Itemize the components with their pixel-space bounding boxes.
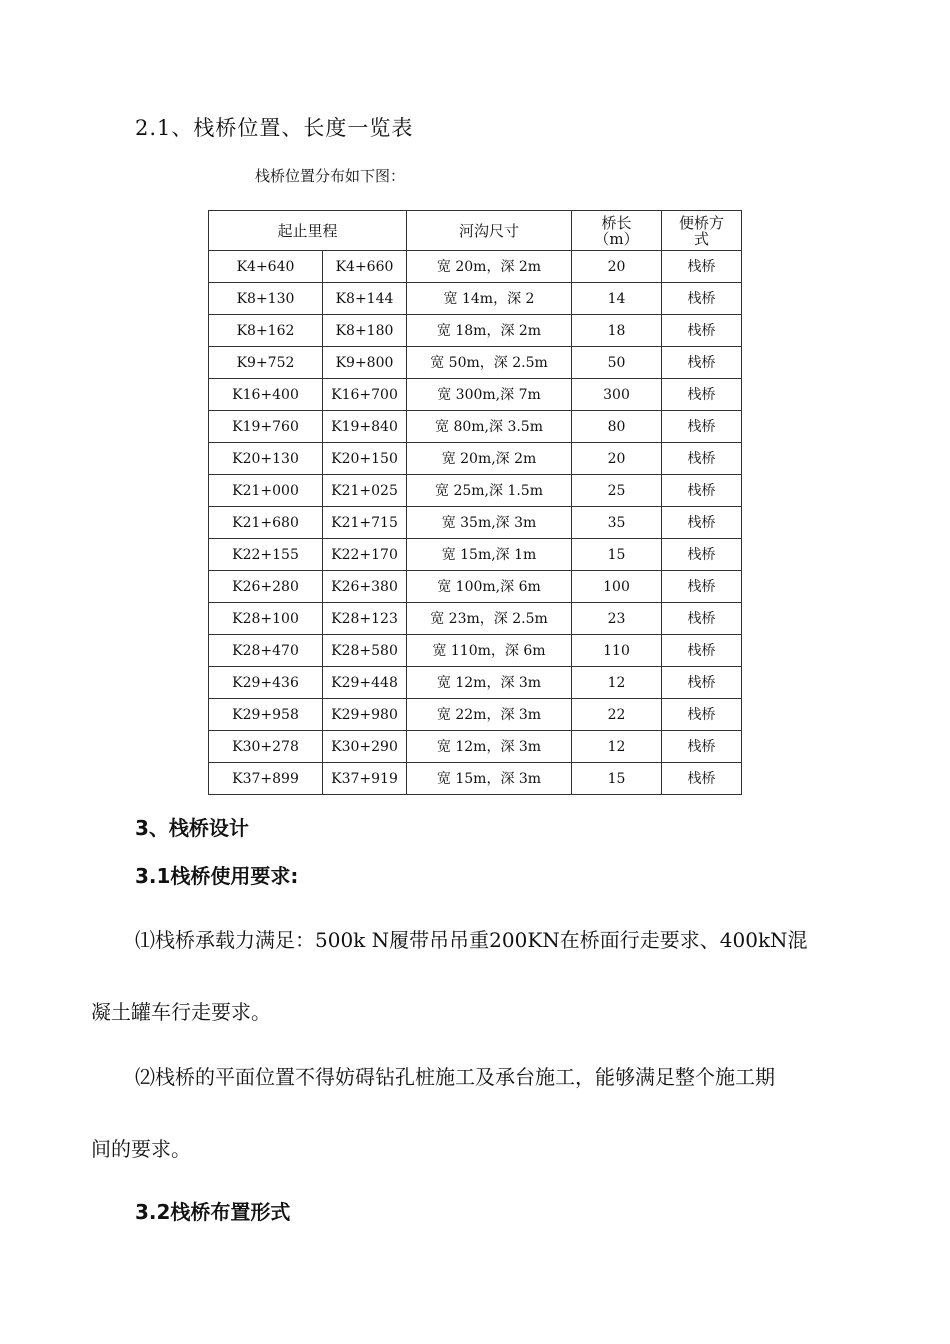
cell-end-mileage: K21+715 [323,507,407,539]
cell-bridge-length: 14 [572,283,662,315]
cell-bridge-type: 栈桥 [662,347,742,379]
cell-start-mileage: K4+640 [209,251,323,283]
cell-start-mileage: K16+400 [209,379,323,411]
header-bridge-length-line2: （m） [594,229,639,248]
cell-gully-size: 宽 20m,深 2m [407,443,572,475]
section32-title: 3.2栈桥布置形式 [135,1200,291,1224]
cell-end-mileage: K8+180 [323,315,407,347]
cell-end-mileage: K4+660 [323,251,407,283]
cell-end-mileage: K8+144 [323,283,407,315]
cell-bridge-type: 栈桥 [662,507,742,539]
cell-gully-size: 宽 12m，深 3m [407,667,572,699]
cell-bridge-type: 栈桥 [662,539,742,571]
cell-end-mileage: K21+025 [323,475,407,507]
cell-bridge-type: 栈桥 [662,379,742,411]
requirement-1-line1: ⑴栈桥承载力满足：500k N履带吊吊重200KN在桥面行走要求、400kN混 [135,928,808,952]
cell-bridge-length: 50 [572,347,662,379]
cell-bridge-length: 25 [572,475,662,507]
cell-start-mileage: K21+680 [209,507,323,539]
table-row [209,603,742,635]
cell-gully-size: 宽 110m，深 6m [407,635,572,667]
cell-end-mileage: K22+170 [323,539,407,571]
cell-gully-size: 宽 18m，深 2m [407,315,572,347]
table-row [209,507,742,539]
section-title: 2.1、栈桥位置、长度一览表 [135,116,414,140]
table-row [209,251,742,283]
cell-end-mileage: K28+580 [323,635,407,667]
cell-start-mileage: K26+280 [209,571,323,603]
cell-end-mileage: K37+919 [323,763,407,795]
cell-bridge-type: 栈桥 [662,635,742,667]
cell-bridge-type: 栈桥 [662,251,742,283]
cell-bridge-length: 80 [572,411,662,443]
cell-gully-size: 宽 50m，深 2.5m [407,347,572,379]
cell-end-mileage: K28+123 [323,603,407,635]
section31-title: 3.1栈桥使用要求: [135,864,299,888]
table-caption: 栈桥位置分布如下图： [255,167,406,185]
cell-bridge-length: 22 [572,699,662,731]
header-bridge-type-line2: 式 [693,229,709,248]
cell-bridge-type: 栈桥 [662,763,742,795]
table-row [209,635,742,667]
cell-bridge-type: 栈桥 [662,315,742,347]
cell-bridge-type: 栈桥 [662,731,742,763]
cell-end-mileage: K29+448 [323,667,407,699]
cell-bridge-length: 23 [572,603,662,635]
cell-bridge-type: 栈桥 [662,571,742,603]
requirement-2-line1: ⑵栈桥的平面位置不得妨碍钻孔桩施工及承台施工，能够满足整个施工期 [135,1065,775,1089]
cell-bridge-length: 12 [572,667,662,699]
cell-start-mileage: K20+130 [209,443,323,475]
table-row [209,763,742,795]
cell-end-mileage: K30+290 [323,731,407,763]
cell-bridge-type: 栈桥 [662,667,742,699]
table-row [209,379,742,411]
table-row [209,443,742,475]
cell-end-mileage: K20+150 [323,443,407,475]
cell-bridge-length: 300 [572,379,662,411]
header-mileage: 起止里程 [209,211,407,251]
cell-start-mileage: K8+130 [209,283,323,315]
cell-bridge-type: 栈桥 [662,603,742,635]
cell-bridge-length: 15 [572,763,662,795]
cell-gully-size: 宽 15m，深 3m [407,763,572,795]
cell-gully-size: 宽 25m,深 1.5m [407,475,572,507]
table-row [209,699,742,731]
cell-bridge-length: 20 [572,251,662,283]
header-gully-size: 河沟尺寸 [407,211,572,251]
cell-end-mileage: K16+700 [323,379,407,411]
cell-bridge-type: 栈桥 [662,699,742,731]
cell-bridge-length: 35 [572,507,662,539]
cell-gully-size: 宽 300m,深 7m [407,379,572,411]
cell-start-mileage: K8+162 [209,315,323,347]
cell-gully-size: 宽 35m,深 3m [407,507,572,539]
table-row [209,667,742,699]
table-row [209,347,742,379]
cell-start-mileage: K28+470 [209,635,323,667]
cell-end-mileage: K9+800 [323,347,407,379]
header-bridge-type-line1: 便桥方 [678,213,724,232]
cell-start-mileage: K22+155 [209,539,323,571]
cell-bridge-type: 栈桥 [662,283,742,315]
header-bridge-length-line1: 桥长 [601,213,632,232]
cell-start-mileage: K37+899 [209,763,323,795]
cell-bridge-length: 12 [572,731,662,763]
requirement-2-line2: 间的要求。 [91,1137,191,1161]
table-row [209,539,742,571]
cell-start-mileage: K29+958 [209,699,323,731]
bridge-table [208,210,742,795]
cell-bridge-length: 15 [572,539,662,571]
header-bridge-type [662,211,742,251]
cell-start-mileage: K28+100 [209,603,323,635]
table-row [209,315,742,347]
cell-gully-size: 宽 80m,深 3.5m [407,411,572,443]
header-bridge-length [572,211,662,251]
cell-gully-size: 宽 15m,深 1m [407,539,572,571]
cell-gully-size: 宽 100m,深 6m [407,571,572,603]
table-header-row [209,211,742,251]
table-row [209,731,742,763]
cell-bridge-type: 栈桥 [662,475,742,507]
cell-bridge-length: 20 [572,443,662,475]
cell-gully-size: 宽 12m，深 3m [407,731,572,763]
cell-gully-size: 宽 23m，深 2.5m [407,603,572,635]
cell-bridge-type: 栈桥 [662,411,742,443]
cell-gully-size: 宽 14m，深 2 [407,283,572,315]
cell-end-mileage: K26+380 [323,571,407,603]
cell-start-mileage: K30+278 [209,731,323,763]
table-row [209,475,742,507]
table-row [209,571,742,603]
cell-gully-size: 宽 20m，深 2m [407,251,572,283]
table-row [209,283,742,315]
requirement-1-line2: 凝土罐车行走要求。 [91,1000,271,1024]
table-row [209,411,742,443]
cell-bridge-length: 110 [572,635,662,667]
cell-bridge-length: 100 [572,571,662,603]
cell-start-mileage: K9+752 [209,347,323,379]
cell-gully-size: 宽 22m，深 3m [407,699,572,731]
cell-start-mileage: K19+760 [209,411,323,443]
cell-end-mileage: K29+980 [323,699,407,731]
cell-bridge-type: 栈桥 [662,443,742,475]
cell-start-mileage: K29+436 [209,667,323,699]
cell-bridge-length: 18 [572,315,662,347]
section3-title: 3、栈桥设计 [135,816,249,840]
cell-end-mileage: K19+840 [323,411,407,443]
cell-start-mileage: K21+000 [209,475,323,507]
